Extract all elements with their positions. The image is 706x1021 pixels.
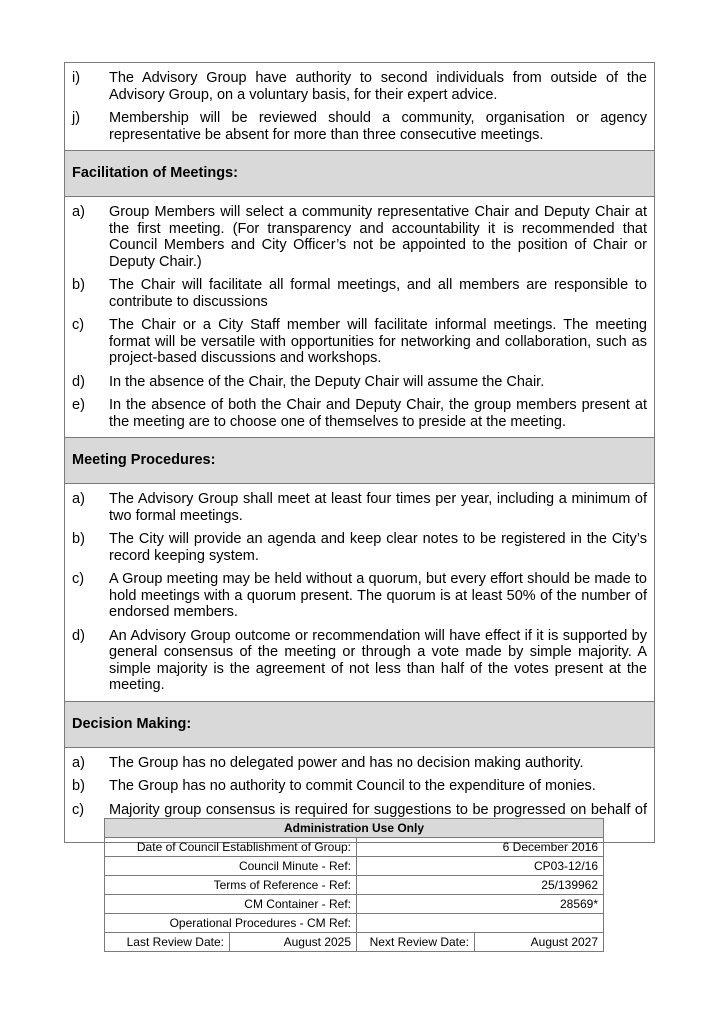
item-list — [65, 197, 654, 437]
next-review-label: Next Review Date: — [357, 933, 475, 952]
table-row — [105, 876, 604, 895]
item-list — [65, 63, 654, 150]
admin-row-value: 28569* — [357, 895, 604, 914]
section-facilitation-of-meetings — [65, 150, 654, 437]
item-text: The Chair will facilitate all formal meetings, and all members are responsible to contribute to discussions — [109, 277, 647, 310]
item-label: d) — [72, 627, 85, 644]
list-item — [65, 374, 654, 391]
section-heading: Facilitation of Meetings: — [65, 151, 654, 197]
admin-row-label: Council Minute - Ref: — [105, 857, 357, 876]
table-row — [105, 933, 604, 952]
table-row — [105, 838, 604, 857]
list-item — [65, 491, 654, 524]
item-label: b) — [72, 531, 85, 547]
admin-row-label: Terms of Reference - Ref: — [105, 876, 357, 895]
item-label: a) — [72, 754, 85, 771]
list-item — [65, 70, 654, 103]
admin-row-value: 25/139962 — [357, 876, 604, 895]
list-item — [65, 571, 654, 621]
list-item — [65, 277, 654, 310]
admin-row-label: Date of Council Establishment of Group: — [105, 838, 357, 857]
item-label: e) — [72, 397, 85, 413]
item-label: a) — [72, 491, 85, 507]
section-meeting-procedures — [65, 437, 654, 701]
section-heading: Decision Making: — [65, 702, 654, 748]
last-review-value: August 2025 — [230, 933, 357, 952]
item-text: The City will provide an agenda and keep clear notes to be registered in the City’s record keeping system. — [109, 531, 647, 564]
item-text: The Advisory Group shall meet at least four times per year, including a minimum of two formal meetings. — [109, 491, 647, 524]
item-label: i) — [72, 70, 81, 86]
item-label: a) — [72, 204, 85, 220]
table-row — [105, 914, 604, 933]
item-text: Majority group consensus is required for suggestions to be progressed on behalf of — [109, 801, 647, 818]
item-label: j) — [72, 110, 81, 126]
terms-of-reference-frame — [64, 62, 655, 843]
list-item — [65, 204, 654, 270]
list-item — [65, 755, 654, 772]
item-label: c) — [72, 571, 85, 587]
item-label: b) — [72, 778, 85, 794]
item-list — [65, 484, 654, 701]
item-label: c) — [72, 801, 85, 818]
item-text: A Group meeting may be held without a quorum, but every effort should be made to hold meetings with a quorum present. The quorum is at least 50% of the number of endorsed members. — [109, 571, 647, 620]
section-heading: Meeting Procedures: — [65, 438, 654, 484]
admin-row-label: Operational Procedures - CM Ref: — [105, 914, 357, 933]
last-review-label: Last Review Date: — [105, 933, 230, 952]
list-item — [65, 531, 654, 564]
list-item — [65, 317, 654, 367]
admin-row-value: CP03-12/16 — [357, 857, 604, 876]
admin-table-title: Administration Use Only — [105, 819, 604, 838]
item-text: The Chair or a City Staff member will facilitate informal meetings. The meeting format will be versatile with opportunities for networking and collaboration, such as project-based discussions and workshops. — [109, 317, 647, 366]
item-text: The Advisory Group have authority to second individuals from outside of the Advisory Group, on a voluntary basis, for their expert advice. — [109, 70, 647, 103]
list-item — [65, 628, 654, 694]
admin-row-label: CM Container - Ref: — [105, 895, 357, 914]
section-membership-continued — [65, 63, 654, 150]
item-text: The Group has no delegated power and has no decision making authority. — [109, 754, 584, 771]
admin-row-value: 6 December 2016 — [357, 838, 604, 857]
item-text: In the absence of both the Chair and Deputy Chair, the group members present at the meeting are to choose one of themselves to preside at the meeting. — [109, 397, 647, 430]
item-text: The Group has no authority to commit Council to the expenditure of monies. — [109, 778, 596, 794]
item-label: c) — [72, 317, 85, 333]
list-item — [65, 778, 654, 795]
next-review-value: August 2027 — [475, 933, 604, 952]
admin-row-value — [357, 914, 604, 933]
item-text: An Advisory Group outcome or recommendation will have effect if it is supported by general consensus of the meeting or through a vote made by simple majority. A simple majority is the agreement of not less than half of the votes present at the meeting. — [109, 627, 647, 693]
item-text: Group Members will select a community representative Chair and Deputy Chair at the first meeting. (For transparency and accountability it is recommended that Council Members and City Officer’s not be appointed to the position of Chair or Deputy Chair.) — [109, 204, 647, 270]
list-item — [65, 110, 654, 143]
item-text: Membership will be reviewed should a community, organisation or agency representative be absent for more than three consecutive meetings. — [109, 110, 647, 143]
table-row — [105, 895, 604, 914]
list-item — [65, 397, 654, 430]
item-label: b) — [72, 277, 85, 293]
administration-table — [104, 818, 604, 952]
item-text: In the absence of the Chair, the Deputy Chair will assume the Chair. — [109, 373, 545, 390]
table-row — [105, 857, 604, 876]
item-label: d) — [72, 373, 85, 390]
